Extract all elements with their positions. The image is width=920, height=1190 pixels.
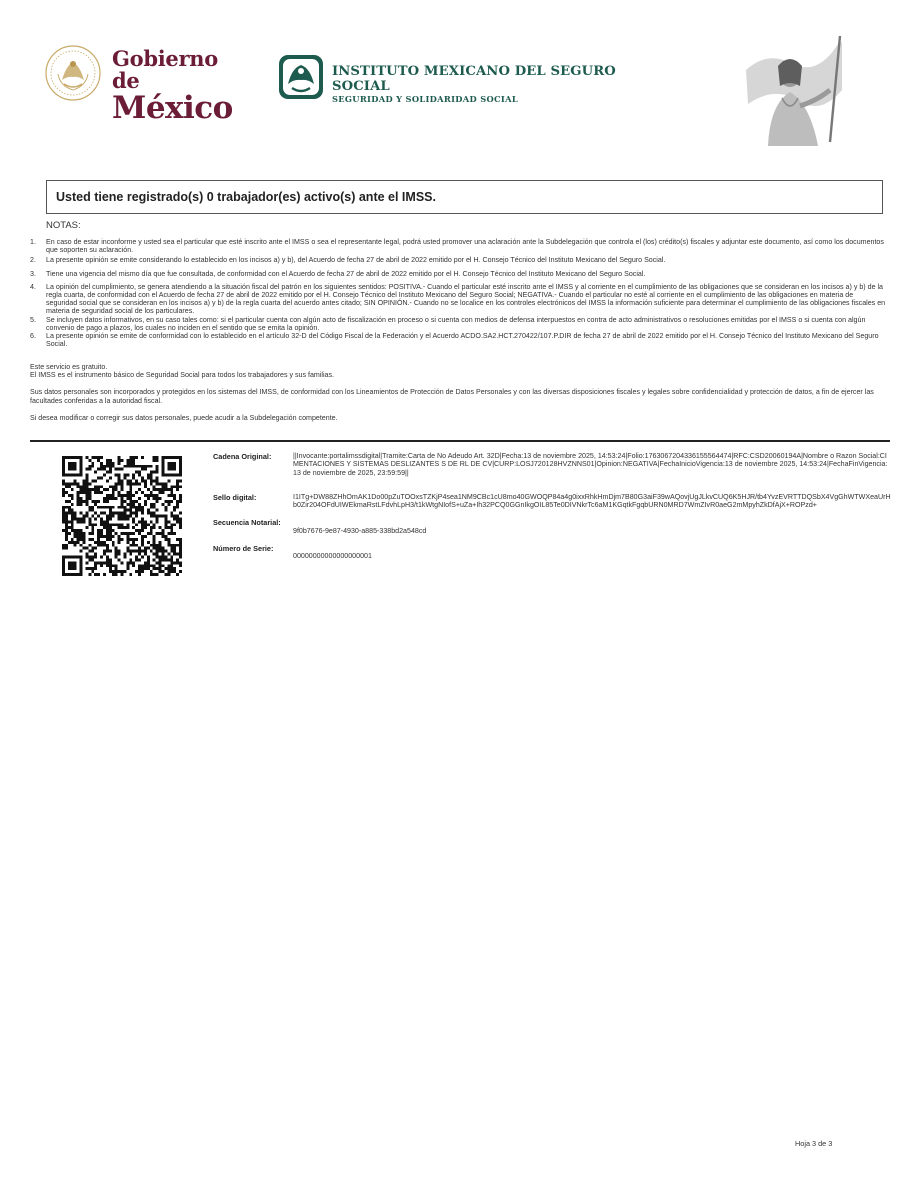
note-number: 6. [30, 332, 36, 341]
gob-line1: Gobierno de [112, 46, 218, 93]
imss-logo [278, 54, 618, 104]
free-service-line: Este servicio es gratuito. [30, 363, 108, 371]
note-item [30, 270, 886, 278]
section-divider [30, 440, 890, 442]
note-text: La presente opinión se emite de conformidad con lo establecido en el artículo 32-D del Código Fiscal de la Federación y el Acuerdo ACDO.SA2.HCT.270422/107.P.DIR de fecha 27 de abril de 2022 emitido por el H. Consejo Técnico del Instituto Mexicano del Seguro Social. [46, 332, 879, 349]
note-number: 1. [30, 238, 36, 246]
notes-list [30, 238, 886, 348]
note-text: Se incluyen datos informativos, en su caso tales como: si el particular cuenta con algún acto de fiscalización en proceso o si cuenta con medios de defensa interpuestos en contra de acto administrativos o resoluciones emitidas por el IMSS o si cuenta con algún convenio de pago a plazos, los cuales no inciden en el sentido que se emita la opinión. [46, 315, 866, 332]
notas-heading: NOTAS: [46, 220, 81, 231]
secuencia-notarial-label: Secuencia Notarial: [213, 518, 281, 527]
note-item [30, 316, 886, 332]
note-text: La opinión del cumplimiento, se genera atendiendo a la situación fiscal del patrón en los siguientes sentidos: POSITIVA.- Cuando el particular esté inscrito ante el IMSS y al corriente en el cumplimiento de las obligaciones que se consideran en los incisos a) y b) de la regla cuarta, de conformidad con el Acuerdo de fecha 27 de abril de 2022 emitido por el H. Consejo Técnico del Instituto Mexicano del Seguro Social; NEGATIVA.- Cuando el particular no esté al corriente en el cumplimiento de las obligaciones en materia de seguridad social que se consideran en los incisos a) y b) de la regla cuarta del acuerdo antes citado; SIN OPINIÓN.- Cuando no se localice en los controles electrónicos del IMSS la información suficiente para determinar el cumplimiento de las obligaciones fiscales en materia de seguridad social de los particulares. [46, 282, 886, 316]
note-number: 4. [30, 282, 36, 291]
status-summary-text: Usted tiene registrado(s) 0 trabajador(es) activo(s) ante el IMSS. [56, 190, 436, 204]
imss-mission-line: El IMSS es el instrumento básico de Seguridad Social para todos los trabajadores y sus familias. [30, 371, 335, 380]
note-item [30, 283, 886, 316]
sello-digital-label: Sello digital: [213, 493, 257, 502]
imss-line1: INSTITUTO MEXICANO DEL SEGURO SOCIAL [332, 64, 616, 94]
gobierno-wordmark [112, 48, 244, 124]
note-text: En caso de estar inconforme y usted sea el particular que esté inscrito ante el IMSS o sea el representante legal, podrá usted promover una aclaración ante la Subdelegación que controla el (los) crédito(s) fiscales y adjuntar este documento, así como los documentos que soporten su aclaración. [46, 238, 884, 255]
secuencia-notarial-value: 9f0b7676-9e87-4930-a885-338bd2a548cd [293, 527, 427, 535]
privacy-paragraph: Sus datos personales son incorporados y protegidos en los sistemas del IMSS, de conformidad con los Lineamientos de Protección de Datos Personales y con las diversas disposiciones fiscales y legales sobre confidencialidad y protección de datos, a fin de ejercer las facultades conferidas a la autoridad fiscal. [30, 388, 874, 405]
sello-digital-value: I1ITg+DW88ZHhOmAK1Do00pZuTOOxsTZKjP4sea1NM9CBc1cU8mo40GWOQP84a4g0ixxRhkHmDjm7B80G3aiF39wAQovjUgJLkvCUQ6K5HJR/tb4YvzEVRTTDQSbX4VgGhWTWXeaUrHb0Zir204OFdUIWEkmaRstLFdvhLpH3/t1kWtgNIofS+uZa+Ih32PCQ0GGnIkgOIL85Te0DIVNkrTc6aM1KGqtkFgqbURN0MRD7WmZIvR0aeG2mMpyhZkDfAjX+ROPzd+ [293, 493, 891, 510]
correction-paragraph: Si desea modificar o corregir sus datos personales, puede acudir a la Subdelegación competente. [30, 413, 338, 422]
numero-serie-value: 00000000000000000001 [293, 552, 372, 560]
note-text: Tiene una vigencia del mismo día que fue consultada, de conformidad con el Acuerdo de fecha 27 de abril de 2022 emitido por el H. Consejo Técnico del Instituto Mexicano del Seguro Social. [46, 269, 646, 278]
page-number: Hoja 3 de 3 [795, 1139, 833, 1148]
note-number: 5. [30, 315, 36, 324]
note-item [30, 238, 886, 254]
note-item [30, 256, 886, 264]
imss-wordmark [332, 64, 618, 105]
note-item [30, 332, 886, 348]
document-header [0, 0, 920, 160]
note-text: La presente opinión se emite considerando lo establecido en los incisos a) y b), del Acuerdo de fecha 27 de abril de 2022 emitido por el H. Consejo Técnico del Instituto Mexicano del Seguro Social. [46, 256, 666, 265]
status-summary-box [46, 180, 883, 214]
national-seal-icon [44, 44, 102, 102]
note-number: 2. [30, 256, 36, 265]
info-section [30, 363, 892, 431]
imss-eagle-emblem-icon [278, 54, 324, 100]
cadena-original-value: ||Invocante:portalimssdigital|Tramite:Carta de No Adeudo Art. 32D|Fecha:13 de noviembre 2025, 14:53:24|Folio:1763067204336155564474|RFC:CSD20060194A|Nombre o Razon Social:CIMENTACIONES Y SISTEMAS DESLIZANTES S DE RL DE CV|CURP:LOSJ720128HVZNNS01|Opinion:NEGATIVA|FechaInicioVigencia:13 de noviembre 2025, 14:53:24|FechaFinVigencia:13 de noviembre de 2025, 23:59:59|| [293, 452, 888, 477]
qr-modules [62, 456, 182, 576]
heroine-flag-illustration [738, 30, 848, 146]
cadena-original-label: Cadena Original: [213, 452, 272, 461]
gob-line2: México [112, 90, 233, 126]
qr-code-icon [62, 456, 182, 576]
numero-serie-label: Número de Serie: [213, 544, 274, 553]
gobierno-de-mexico-logo [44, 44, 244, 126]
note-number: 3. [30, 269, 36, 278]
free-service-paragraph [30, 363, 892, 379]
imss-line2: SEGURIDAD Y SOLIDARIDAD SOCIAL [332, 94, 518, 104]
